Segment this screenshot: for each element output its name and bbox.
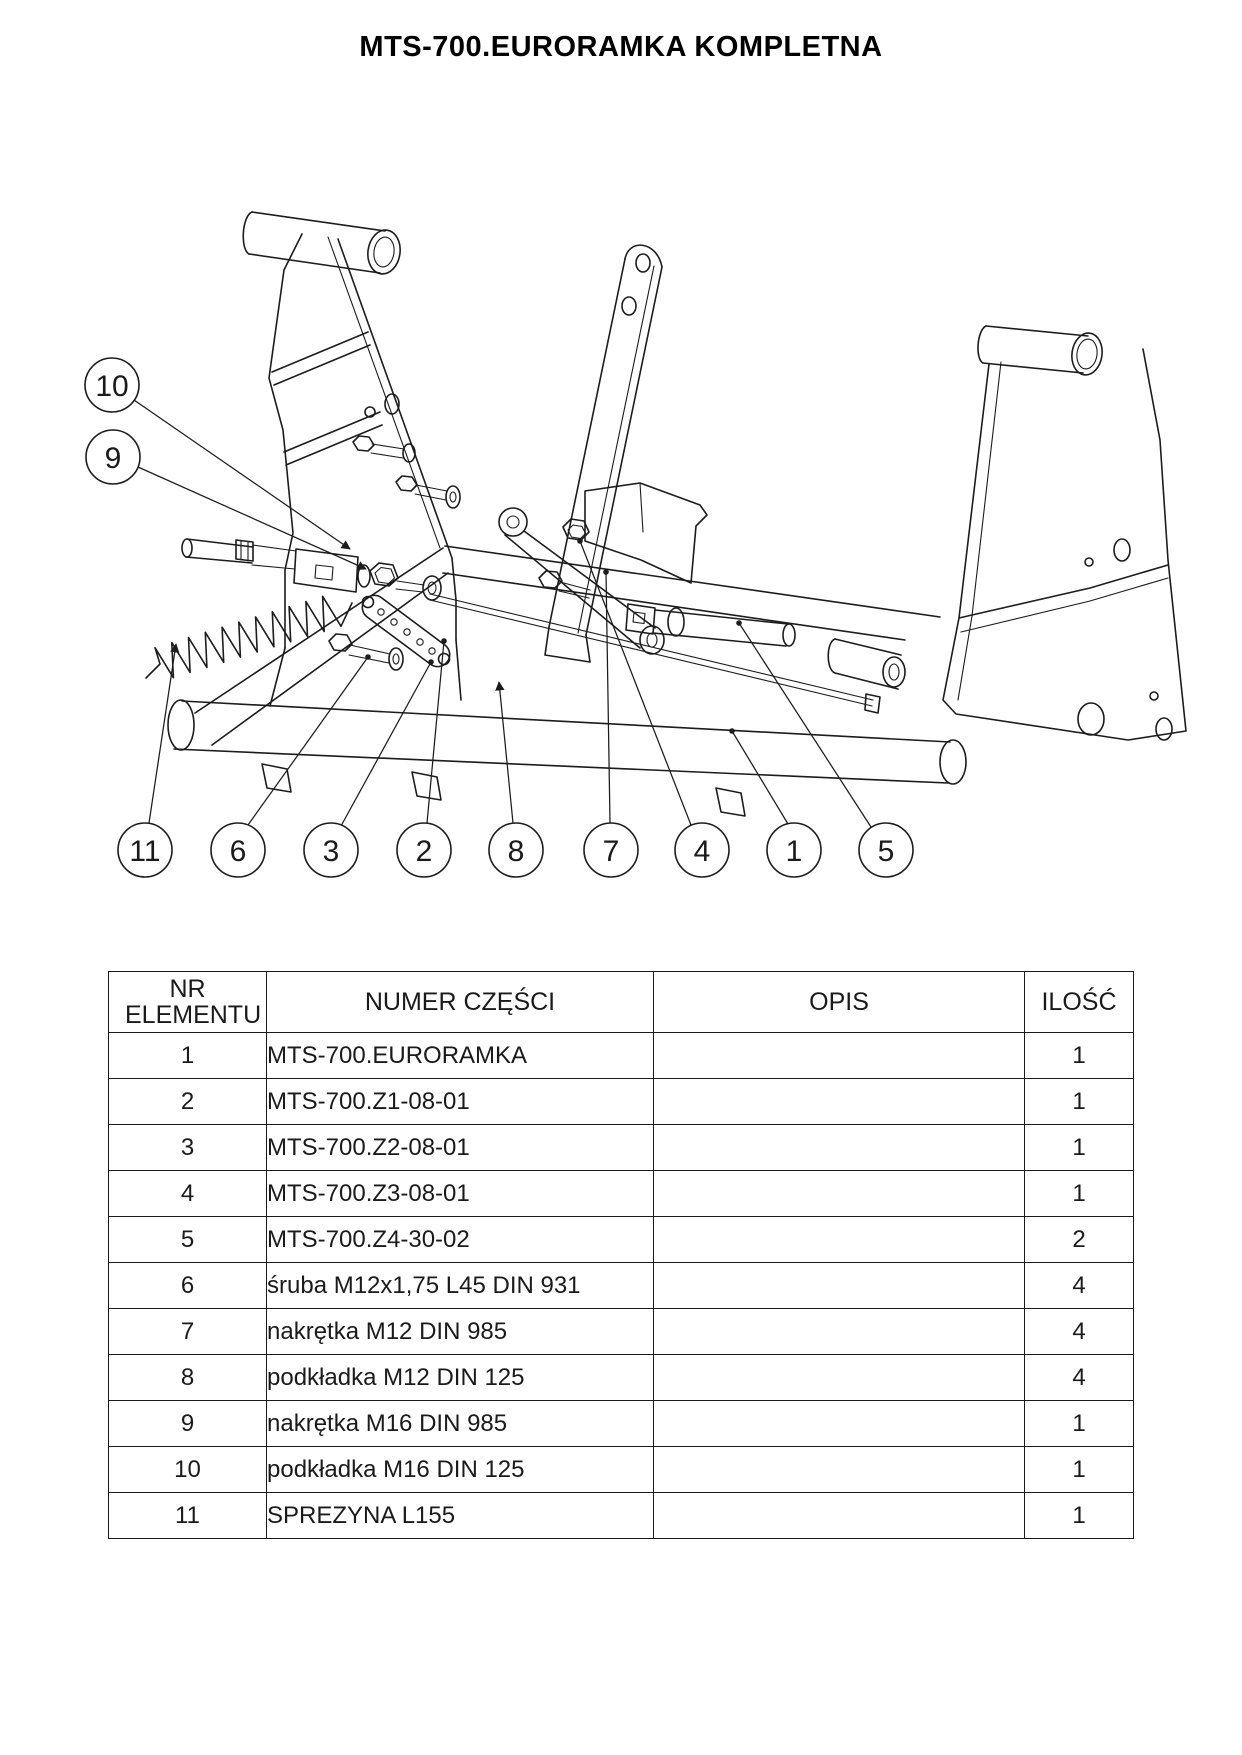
table-row [109,1309,1134,1355]
header-numer-czesci: NUMER CZĘŚCI [267,972,654,1033]
svg-text:3: 3 [322,835,340,868]
cell-numer: nakrętka M12 DIN 985 [267,1309,654,1355]
balloon-8 [489,823,543,877]
right-tower [943,326,1186,740]
cell-nr: 9 [109,1401,267,1447]
balloon-9 [86,430,140,484]
cell-nr: 4 [109,1171,267,1217]
cell-numer: śruba M12x1,75 L45 DIN 931 [267,1263,654,1309]
cell-ilosc: 1 [1025,1033,1134,1079]
cell-nr: 3 [109,1125,267,1171]
table-row [109,1125,1134,1171]
cell-opis [654,1033,1025,1079]
balloon-2 [397,823,451,877]
header-nr-elementu: NR ELEMENTU [109,972,267,1033]
callout-balloons [85,358,913,877]
bom-table [108,971,1134,1539]
table-row [109,1171,1134,1217]
cell-nr: 10 [109,1447,267,1493]
cell-ilosc: 4 [1025,1309,1134,1355]
cell-nr: 6 [109,1263,267,1309]
balloon-4 [675,823,729,877]
cell-opis [654,1401,1025,1447]
cell-opis [654,1079,1025,1125]
svg-text:2: 2 [415,835,433,868]
table-row [109,1355,1134,1401]
cell-ilosc: 1 [1025,1447,1134,1493]
svg-text:11: 11 [129,835,161,868]
header-ilosc: ILOŚĆ [1025,972,1134,1033]
cell-ilosc: 2 [1025,1217,1134,1263]
cell-nr: 7 [109,1309,267,1355]
cell-numer: podkładka M12 DIN 125 [267,1355,654,1401]
cell-numer: MTS-700.Z3-08-01 [267,1171,654,1217]
svg-text:1: 1 [785,835,803,868]
cell-ilosc: 1 [1025,1079,1134,1125]
balloon-11 [118,823,172,877]
cell-nr: 11 [109,1493,267,1539]
frame-beams [168,483,966,816]
svg-text:10: 10 [95,370,129,403]
balloon-7 [584,823,638,877]
header-opis: OPIS [654,972,1025,1033]
table-header-row [109,972,1134,1033]
cell-ilosc: 1 [1025,1493,1134,1539]
cell-numer: MTS-700.EURORAMKA [267,1033,654,1079]
cell-numer: SPREZYNA L155 [267,1493,654,1539]
cell-opis [654,1355,1025,1401]
balloon-10 [85,358,139,412]
balloon-5 [859,823,913,877]
table-row [109,1263,1134,1309]
cell-opis [654,1447,1025,1493]
cell-opis [654,1125,1025,1171]
balloon-6 [211,823,265,877]
cell-opis [654,1171,1025,1217]
svg-text:9: 9 [104,442,122,475]
table-row [109,1217,1134,1263]
cell-ilosc: 1 [1025,1401,1134,1447]
svg-text:7: 7 [602,835,620,868]
right-roller [828,639,905,689]
cell-numer: MTS-700.Z2-08-01 [267,1125,654,1171]
cell-nr: 1 [109,1033,267,1079]
cell-opis [654,1493,1025,1539]
cell-opis [654,1217,1025,1263]
cell-opis [654,1309,1025,1355]
cell-nr: 5 [109,1217,267,1263]
bolt-upper-icon [353,436,415,462]
table-row [109,1447,1134,1493]
cell-numer: nakrętka M16 DIN 985 [267,1401,654,1447]
table-row [109,1401,1134,1447]
turnbuckle [182,539,441,600]
cell-ilosc: 4 [1025,1263,1134,1309]
cell-ilosc: 1 [1025,1125,1134,1171]
pin-rod [539,571,795,646]
balloon-1 [767,823,821,877]
cell-numer: podkładka M16 DIN 125 [267,1447,654,1493]
cell-nr: 2 [109,1079,267,1125]
svg-text:6: 6 [229,835,247,868]
balloon-3 [304,823,358,877]
cell-nr: 8 [109,1355,267,1401]
table-row [109,1033,1134,1079]
cell-numer: MTS-700.Z4-30-02 [267,1217,654,1263]
svg-text:8: 8 [507,835,525,868]
cell-ilosc: 1 [1025,1171,1134,1217]
page-title: MTS-700.EURORAMKA KOMPLETNA [359,31,883,63]
table-row [109,1079,1134,1125]
svg-text:5: 5 [877,835,895,868]
cell-opis [654,1263,1025,1309]
cell-numer: MTS-700.Z1-08-01 [267,1079,654,1125]
cell-ilosc: 4 [1025,1355,1134,1401]
table-row [109,1493,1134,1539]
svg-text:4: 4 [693,835,711,868]
